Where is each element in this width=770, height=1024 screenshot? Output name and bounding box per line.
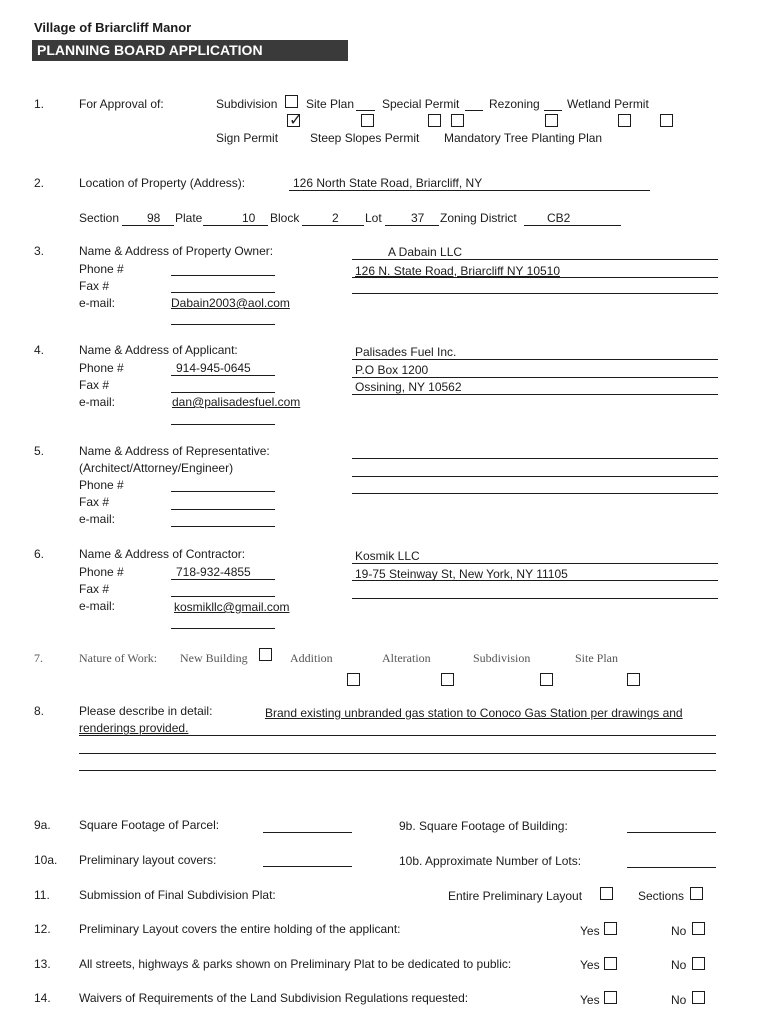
zoning-label: Zoning District xyxy=(440,211,517,225)
option-entire-layout: Entire Preliminary Layout xyxy=(448,889,583,903)
form-title-bar: PLANNING BOARD APPLICATION xyxy=(32,40,348,61)
contractor-phone: 718-932-4855 xyxy=(176,565,251,579)
applicant-address1: P.O Box 1200 xyxy=(355,363,429,377)
option-tree-planting: Mandatory Tree Planting Plan xyxy=(444,131,603,145)
fax-label: Fax # xyxy=(79,378,110,392)
no-label: No xyxy=(671,993,687,1007)
q8-number: 8. xyxy=(34,704,45,718)
owner-email: Dabain2003@aol.com xyxy=(171,296,290,310)
description-line1: Brand existing unbranded gas station to Conoco Gas Station per drawings and xyxy=(265,706,683,720)
q9b-label: 9b. Square Footage of Building: xyxy=(399,819,568,833)
yes-label: Yes xyxy=(580,958,600,972)
sections-checkbox[interactable] xyxy=(690,887,703,900)
village-name: Village of Briarcliff Manor xyxy=(34,20,192,35)
lot-label: Lot xyxy=(365,211,382,225)
option-steep-slopes: Steep Slopes Permit xyxy=(310,131,420,145)
contractor-name: Kosmik LLC xyxy=(355,549,420,563)
contractor-email: kosmikllc@gmail.com xyxy=(174,600,290,614)
q4-number: 4. xyxy=(34,343,45,357)
entire-layout-checkbox[interactable] xyxy=(600,887,613,900)
fax-label: Fax # xyxy=(79,279,110,293)
q10a-label: Preliminary layout covers: xyxy=(79,853,217,867)
q12-number: 12. xyxy=(34,922,51,936)
q6-number: 6. xyxy=(34,547,45,561)
email-label: e-mail: xyxy=(79,599,116,613)
owner-name: A Dabain LLC xyxy=(388,245,463,259)
applicant-name: Palisades Fuel Inc. xyxy=(355,345,457,359)
block-label: Block xyxy=(270,211,300,225)
lot-value: 37 xyxy=(411,211,425,225)
contractor-address: 19-75 Steinway St, New York, NY 11105 xyxy=(355,567,568,581)
option-wetland-permit: Wetland Permit xyxy=(567,97,649,111)
site-plan-checkbox[interactable] xyxy=(627,673,640,686)
q7-number: 7. xyxy=(34,651,43,665)
section-label: Section xyxy=(79,211,120,225)
q3-number: 3. xyxy=(34,244,45,258)
yes-label: Yes xyxy=(580,993,600,1007)
subdivision-checkbox[interactable] xyxy=(285,95,298,108)
applicant-phone: 914-945-0645 xyxy=(176,361,251,375)
q13-yes-checkbox[interactable] xyxy=(604,957,617,970)
phone-label: Phone # xyxy=(79,478,124,492)
option-special-permit: Special Permit xyxy=(382,97,460,111)
property-address: 126 North State Road, Briarcliff, NY xyxy=(293,176,483,190)
q14-yes-checkbox[interactable] xyxy=(604,991,617,1004)
no-label: No xyxy=(671,958,687,972)
new-building-checkbox[interactable] xyxy=(259,648,272,661)
q13-no-checkbox[interactable] xyxy=(692,957,705,970)
yes-label: Yes xyxy=(580,924,600,938)
email-label: e-mail: xyxy=(79,512,116,526)
q5-number: 5. xyxy=(34,444,45,458)
tree-planting-checkbox[interactable] xyxy=(660,114,673,127)
q9a-number: 9a. xyxy=(34,818,51,832)
plate-value: 10 xyxy=(242,211,256,225)
subdivision-checkbox[interactable] xyxy=(540,673,553,686)
q11-number: 11. xyxy=(34,888,50,902)
option-rezoning: Rezoning xyxy=(489,97,540,111)
option-sections: Sections xyxy=(638,889,685,903)
applicant-address2: Ossining, NY 10562 xyxy=(355,380,462,394)
option-subdivision: Subdivision xyxy=(216,97,278,111)
no-label: No xyxy=(671,924,687,938)
phone-label: Phone # xyxy=(79,565,124,579)
q13-label: All streets, highways & parks shown on Preliminary Plat to be dedicated to public: xyxy=(79,957,512,971)
q12-label: Preliminary Layout covers the entire holding of the applicant: xyxy=(79,922,401,936)
description-line2: renderings provided. xyxy=(79,721,189,735)
alteration-checkbox[interactable] xyxy=(441,673,454,686)
q13-number: 13. xyxy=(34,957,51,971)
q10b-label: 10b. Approximate Number of Lots: xyxy=(399,854,582,868)
q1-number: 1. xyxy=(34,97,45,111)
owner-address: 126 N. State Road, Briarcliff NY 10510 xyxy=(355,264,561,278)
q14-no-checkbox[interactable] xyxy=(692,991,705,1004)
fax-label: Fax # xyxy=(79,495,110,509)
option-subdivision: Subdivision xyxy=(473,651,531,665)
steep-slopes-checkbox[interactable] xyxy=(428,114,441,127)
option-site-plan: Site Plan xyxy=(575,651,619,665)
plate-label: Plate xyxy=(175,211,203,225)
sign-permit-checkbox[interactable] xyxy=(287,114,300,127)
q9a-label: Square Footage of Parcel: xyxy=(79,818,220,832)
q4-label: Name & Address of Applicant: xyxy=(79,343,238,357)
special-permit-checkbox[interactable] xyxy=(451,114,464,127)
option-addition: Addition xyxy=(290,651,333,665)
option-alteration: Alteration xyxy=(382,651,431,665)
q14-number: 14. xyxy=(34,991,51,1005)
q12-yes-checkbox[interactable] xyxy=(604,922,617,935)
phone-label: Phone # xyxy=(79,262,124,276)
q14-label: Waivers of Requirements of the Land Subdivision Regulations requested: xyxy=(79,991,469,1005)
wetland-permit-checkbox[interactable] xyxy=(618,114,631,127)
q8-label: Please describe in detail: xyxy=(79,704,213,718)
option-site-plan: Site Plan xyxy=(306,97,355,111)
q6-label: Name & Address of Contractor: xyxy=(79,547,246,561)
rezoning-checkbox[interactable] xyxy=(545,114,558,127)
q3-label: Name & Address of Property Owner: xyxy=(79,244,274,258)
q7-label: Nature of Work: xyxy=(79,651,158,665)
email-label: e-mail: xyxy=(79,395,116,409)
section-value: 98 xyxy=(147,211,161,225)
block-value: 2 xyxy=(332,211,339,225)
q10a-number: 10a. xyxy=(34,853,58,867)
zoning-value: CB2 xyxy=(547,211,571,225)
applicant-email: dan@palisadesfuel.com xyxy=(172,395,301,409)
phone-label: Phone # xyxy=(79,361,124,375)
site-plan-checkbox[interactable] xyxy=(361,114,374,127)
q2-number: 2. xyxy=(34,176,45,190)
q5-label: Name & Address of Representative: xyxy=(79,444,270,458)
addition-checkbox[interactable] xyxy=(347,673,360,686)
q5-sublabel: (Architect/Attorney/Engineer) xyxy=(79,461,234,475)
option-new-building: New Building xyxy=(180,651,248,665)
q12-no-checkbox[interactable] xyxy=(692,922,705,935)
q2-label: Location of Property (Address): xyxy=(79,176,246,190)
fax-label: Fax # xyxy=(79,582,110,596)
email-label: e-mail: xyxy=(79,296,116,310)
q1-label: For Approval of: xyxy=(79,97,164,111)
q11-label: Submission of Final Subdivision Plat: xyxy=(79,888,276,902)
option-sign-permit: Sign Permit xyxy=(216,131,279,145)
